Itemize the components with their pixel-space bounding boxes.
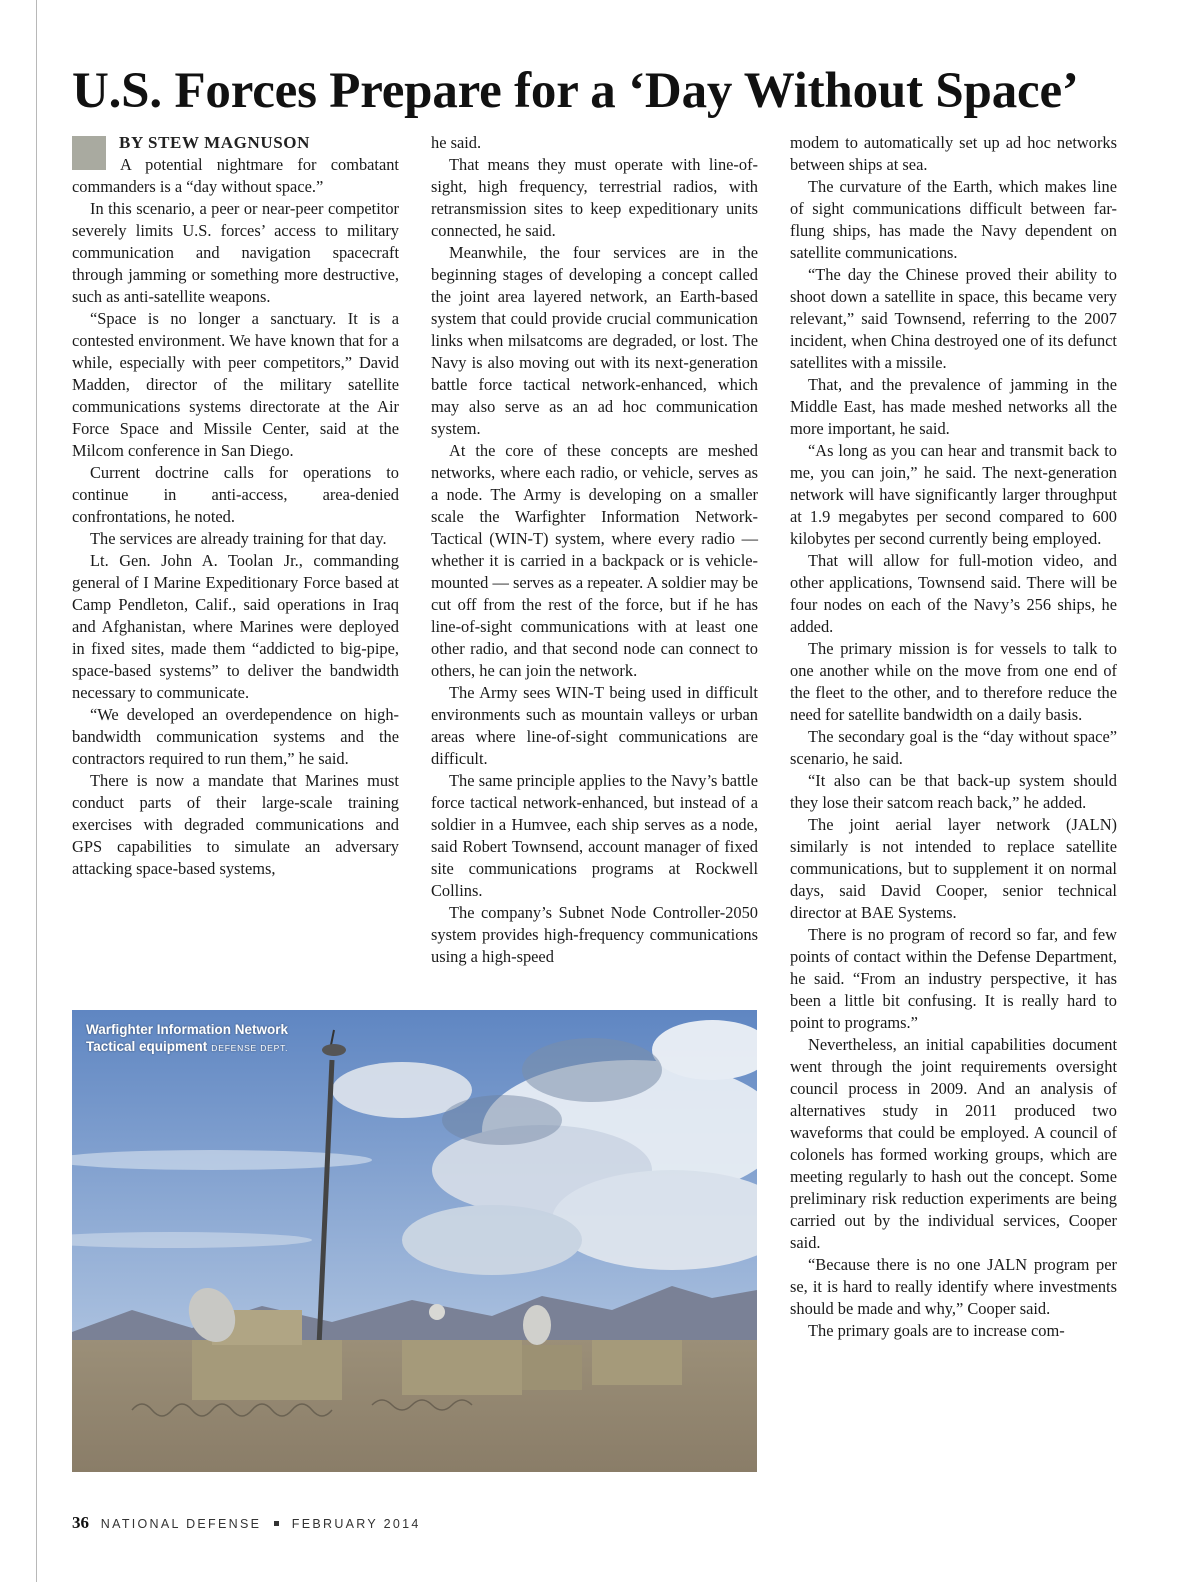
caption-line-1: Warfighter Information Network: [86, 1022, 289, 1037]
paragraph: Current doctrine calls for operations to continue in anti-access, area-denied confrontations, he noted.: [72, 463, 399, 526]
paragraph: “Space is no longer a sanctuary. It is a contested environment. We have known that for a while, especially with peer competitors,” David Madden, director of the military satellite communications systems directorate at the Air Force Space and Missile Center, said at the Milcom conference in San Diego.: [72, 309, 399, 460]
paragraph: The services are already training for that day.: [90, 529, 387, 548]
photo-credit: DEFENSE DEPT.: [211, 1043, 289, 1053]
paragraph: he said.: [431, 133, 482, 152]
photo-caption: [86, 1021, 288, 1057]
paragraph: modem to automatically set up ad hoc networks between ships at sea.: [790, 133, 1117, 174]
paragraph: In this scenario, a peer or near-peer competitor severely limits U.S. forces’ access to military communication and navigation spacecraft through jamming or something more destructive, such as anti-satellite weapons.: [72, 199, 399, 306]
article-column-1: [72, 132, 399, 880]
paragraph: At the core of these concepts are meshed networks, where each radio, or vehicle, serves as a node. The Army is developing on a smaller scale the Warfighter Information Network-Tactical (WIN-T) system, where every radio — whether it is carried in a backpack or is vehicle-mounted — serves as a repeater. A soldier may be cut off from the rest of the force, but if he has line-of-sight communications with at least one other radio, and that second node can connect to others, he can join the network.: [431, 441, 758, 680]
publication-name: NATIONAL DEFENSE: [100, 1517, 262, 1531]
paragraph: “We developed an overdependence on high-bandwidth communication systems and the contractors required to run them,” he said.: [72, 705, 399, 768]
drop-cap-box: [72, 136, 106, 170]
paragraph: The same principle applies to the Navy’s battle force tactical network-enhanced, but instead of a soldier in a Humvee, each ship serves as a node, said Robert Townsend, account manager of fixed site communications programs at Rockwell Collins.: [431, 771, 758, 900]
article-headline: U.S. Forces Prepare for a ‘Day Without Space’: [72, 63, 1079, 119]
byline: BY STEW MAGNUSON: [119, 133, 310, 152]
paragraph: The primary goals are to increase com-: [808, 1321, 1065, 1340]
article-column-2: [431, 132, 758, 968]
issue-date: FEBRUARY 2014: [291, 1517, 421, 1531]
paragraph: “The day the Chinese proved their ability to shoot down a satellite in space, this became very relevant,” said Townsend, referring to the 2007 incident, when China destroyed one of its defunct satellites with a missile.: [790, 265, 1117, 372]
byline-row: [72, 132, 399, 154]
paragraph: There is now a mandate that Marines must conduct parts of their large-scale training exercises with degraded communications and GPS capabilities to simulate an adversary attacking space-based systems,: [72, 771, 399, 878]
paragraph: The primary mission is for vessels to talk to one another while on the move from one end of the fleet to the other, and to therefore reduce the need for satellite bandwidth on a daily basis.: [790, 639, 1117, 724]
page-number: 36: [72, 1513, 89, 1532]
footer-separator: [274, 1521, 279, 1526]
paragraph: There is no program of record so far, and few points of contact within the Defense Department, he said. “From an industry perspective, it has been a little bit confusing. It is really hard to point to programs.”: [790, 925, 1117, 1032]
paragraph: “As long as you can hear and transmit back to me, you can join,” he said. The next-generation network will have significantly larger throughput at 1.9 megabytes per second compared to 600 kilobytes per second currently being employed.: [790, 441, 1117, 548]
caption-line-2: [86, 1038, 288, 1057]
paragraph: That, and the prevalence of jamming in the Middle East, has made meshed networks all the more important, he said.: [790, 375, 1117, 438]
paragraph: “It also can be that back-up system should they lose their satcom reach back,” he added.: [790, 771, 1117, 812]
paragraph: That will allow for full-motion video, and other applications, Townsend said. There will be four nodes on each of the Navy’s 256 ships, he added.: [790, 551, 1117, 636]
article-photo: [72, 1010, 757, 1472]
paragraph: Lt. Gen. John A. Toolan Jr., commanding general of I Marine Expeditionary Force based at Camp Pendleton, Calif., said operations in Iraq and Afghanistan, where Marines were deployed in fixed sites, made them “addicted to big-pipe, space-based systems” to deliver the bandwidth necessary to communicate.: [72, 551, 399, 702]
page-footer: [72, 1513, 421, 1533]
paragraph: A potential nightmare for combatant commanders is a “day without space.”: [72, 155, 399, 196]
paragraph: “Because there is no one JALN program per se, it is hard to really identify where investments should be made and why,” Cooper said.: [790, 1255, 1117, 1318]
paragraph: Meanwhile, the four services are in the beginning stages of developing a concept called the joint area layered network, an Earth-based system that could provide crucial communication links when milsatcoms are degraded, or lost. The Navy is also moving out with its next-generation battle force tactical network-enhanced, which may also serve as an ad hoc communication system.: [431, 243, 758, 438]
article-column-3: [790, 132, 1117, 1342]
photo-illustration: [72, 1010, 757, 1472]
paragraph: The company’s Subnet Node Controller-2050 system provides high-frequency communications using a high-speed: [431, 903, 758, 966]
paragraph: The curvature of the Earth, which makes line of sight communications difficult between far-flung ships, has made the Navy dependent on satellite communications.: [790, 177, 1117, 262]
paragraph: Nevertheless, an initial capabilities document went through the joint requirements oversight council process in 2009. And an analysis of alternatives study in 2011 produced two waveforms that could be employed. A council of colonels has formed working groups, which are meeting regularly to hash out the concept. Some preliminary risk reduction experiments are being carried out by the individual services, Cooper said.: [790, 1035, 1117, 1252]
caption-line-2-text: Tactical equipment: [86, 1039, 208, 1054]
paragraph: That means they must operate with line-of-sight, high frequency, terrestrial radios, with retransmission sites to keep expeditionary units connected, he said.: [431, 155, 758, 240]
paragraph: The joint aerial layer network (JALN) similarly is not intended to replace satellite communications, but to supplement it on normal days, said David Cooper, senior technical director at BAE Systems.: [790, 815, 1117, 922]
paragraph: The Army sees WIN-T being used in difficult environments such as mountain valleys or urban areas where line-of-sight communications are difficult.: [431, 683, 758, 768]
page-edge-rule: [36, 0, 37, 1582]
paragraph: The secondary goal is the “day without space” scenario, he said.: [790, 727, 1117, 768]
